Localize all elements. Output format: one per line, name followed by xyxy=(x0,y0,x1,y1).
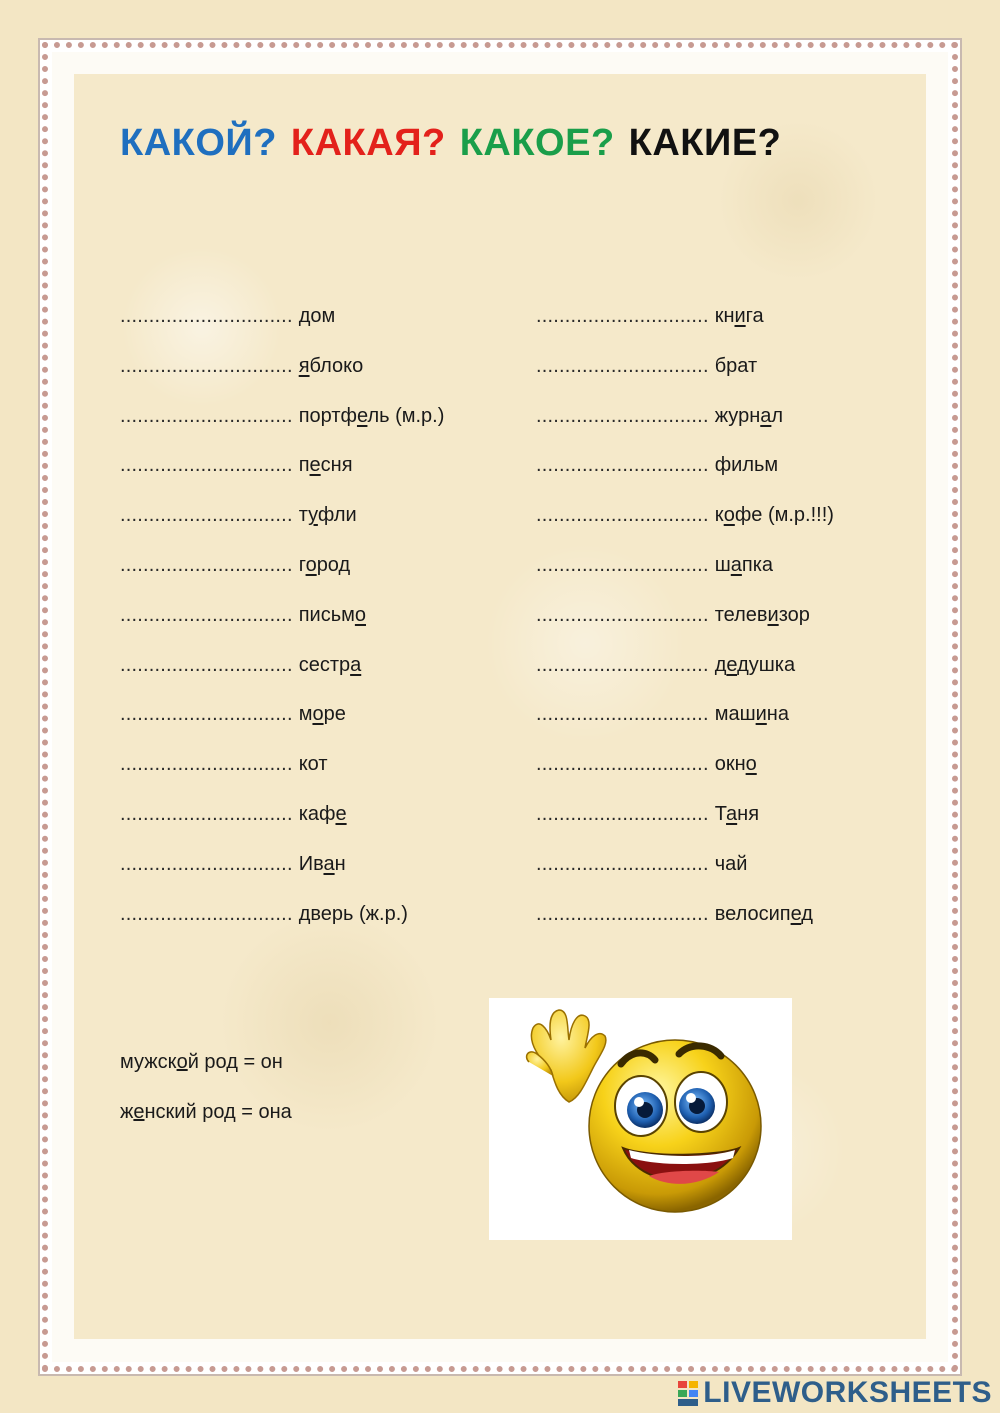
noun-part: телев xyxy=(714,603,768,626)
noun-part: портф xyxy=(298,404,357,427)
noun-part: дверь (ж.р.) xyxy=(298,902,408,925)
noun-word xyxy=(715,454,778,476)
left-word-list xyxy=(120,300,520,947)
gender-notes xyxy=(120,1046,292,1146)
noun-part: Ив xyxy=(298,852,324,875)
answer-blank[interactable]: .............................. xyxy=(536,603,709,626)
noun-part: Т xyxy=(714,802,727,825)
fill-in-row xyxy=(120,599,520,649)
answer-blank[interactable]: .............................. xyxy=(536,802,709,825)
noun-part: к xyxy=(714,504,724,527)
noun-word xyxy=(299,355,364,377)
answer-blank[interactable]: .............................. xyxy=(536,305,709,327)
stressed-vowel: о xyxy=(745,753,757,776)
liveworksheets-logo xyxy=(677,1375,992,1411)
noun-part: п xyxy=(298,454,310,477)
noun-part: ль (м.р.) xyxy=(367,404,445,427)
noun-word xyxy=(299,504,357,526)
noun-word xyxy=(715,903,813,925)
noun-part: ня xyxy=(737,802,760,825)
stressed-vowel: и xyxy=(734,305,746,327)
stressed-vowel: о xyxy=(354,603,366,626)
answer-blank[interactable]: .............................. xyxy=(536,354,709,377)
stressed-vowel: я xyxy=(298,354,310,377)
fill-in-row xyxy=(536,898,936,948)
answer-blank[interactable]: .............................. xyxy=(120,753,293,776)
answer-blank[interactable]: .............................. xyxy=(536,454,709,477)
liveworksheets-logo-icon xyxy=(677,1379,699,1407)
noun-part: г xyxy=(298,553,306,576)
noun-word xyxy=(299,853,346,875)
noun-part: н xyxy=(334,852,346,875)
fill-in-row xyxy=(536,350,936,400)
gender-note xyxy=(120,1096,292,1146)
fill-in-row xyxy=(536,798,936,848)
fill-in-row xyxy=(120,350,520,400)
fill-in-row xyxy=(536,300,936,350)
noun-part: брат xyxy=(714,354,758,377)
stressed-vowel: у xyxy=(308,504,318,527)
noun-part: га xyxy=(745,305,764,327)
answer-blank[interactable]: .............................. xyxy=(536,703,709,726)
fill-in-row xyxy=(536,848,936,898)
fill-in-row xyxy=(120,549,520,599)
answer-blank[interactable]: .............................. xyxy=(120,703,293,726)
stressed-vowel: а xyxy=(350,653,362,676)
noun-part: каф xyxy=(298,802,336,825)
noun-part: фе (м.р.!!!) xyxy=(734,504,834,527)
answer-blank[interactable]: .............................. xyxy=(120,802,293,825)
noun-part: маш xyxy=(714,703,756,726)
answer-blank[interactable]: .............................. xyxy=(120,603,293,626)
answer-blank[interactable]: .............................. xyxy=(120,504,293,527)
smiley-picture xyxy=(489,998,792,1240)
fill-in-row xyxy=(120,449,520,499)
stressed-vowel: а xyxy=(760,404,772,427)
noun-part: л xyxy=(771,404,784,427)
noun-part: д xyxy=(714,653,727,676)
stressed-vowel: е xyxy=(356,404,368,427)
noun-word xyxy=(715,654,795,676)
answer-blank[interactable]: .............................. xyxy=(120,404,293,427)
note-part: й род = он xyxy=(187,1051,283,1073)
stressed-vowel: и xyxy=(767,603,779,626)
noun-word xyxy=(299,703,346,725)
fill-in-row xyxy=(536,649,936,699)
fill-in-row xyxy=(120,649,520,699)
answer-blank[interactable]: .............................. xyxy=(536,902,709,925)
fill-in-row xyxy=(120,499,520,549)
noun-part: чай xyxy=(714,852,748,875)
noun-part: д xyxy=(801,902,813,925)
note-part: нский род = она xyxy=(144,1101,292,1123)
fill-in-row xyxy=(536,499,936,549)
noun-part: т xyxy=(298,504,309,527)
noun-part: окн xyxy=(714,753,746,776)
noun-word xyxy=(299,654,362,676)
answer-blank[interactable]: .............................. xyxy=(536,653,709,676)
noun-part: велосип xyxy=(714,902,791,925)
noun-part: фли xyxy=(317,504,357,527)
fill-in-row xyxy=(120,300,520,350)
noun-part: сня xyxy=(320,454,353,477)
noun-part: ш xyxy=(714,553,731,576)
answer-blank[interactable]: .............................. xyxy=(120,454,293,477)
answer-blank[interactable]: .............................. xyxy=(120,553,293,576)
stressed-vowel: о xyxy=(305,553,317,576)
stressed-vowel: о xyxy=(723,504,735,527)
answer-blank[interactable]: .............................. xyxy=(120,305,293,327)
stressed-vowel: е xyxy=(133,1101,145,1123)
fill-in-row xyxy=(536,549,936,599)
noun-word xyxy=(299,554,350,576)
noun-part: кот xyxy=(298,753,328,776)
noun-part: блоко xyxy=(309,354,364,377)
title-question-4: КАКИЕ? xyxy=(628,122,782,164)
noun-part: на xyxy=(766,703,789,726)
noun-part: сестр xyxy=(298,653,351,676)
fill-in-row xyxy=(120,898,520,948)
note-part: ж xyxy=(120,1101,134,1123)
title-question-2: КАКАЯ? xyxy=(290,122,446,164)
answer-blank[interactable]: .............................. xyxy=(120,902,293,925)
noun-part: ре xyxy=(323,703,346,726)
waving-smiley-icon xyxy=(489,998,792,1240)
fill-in-row xyxy=(536,698,936,748)
noun-word xyxy=(715,753,757,775)
fill-in-row xyxy=(536,599,936,649)
noun-word xyxy=(715,504,834,526)
answer-blank[interactable]: .............................. xyxy=(536,753,709,776)
answer-blank[interactable]: .............................. xyxy=(120,852,293,875)
waving-hand xyxy=(527,1010,606,1102)
noun-part: журн xyxy=(714,404,761,427)
answer-blank[interactable]: .............................. xyxy=(120,354,293,377)
stressed-vowel: о xyxy=(312,703,324,726)
noun-word xyxy=(715,803,759,825)
answer-blank[interactable]: .............................. xyxy=(120,653,293,676)
right-word-list xyxy=(536,300,936,947)
fill-in-row xyxy=(120,848,520,898)
fill-in-row xyxy=(536,400,936,450)
noun-word xyxy=(715,405,783,427)
fill-in-row xyxy=(120,698,520,748)
answer-blank[interactable]: .............................. xyxy=(536,852,709,875)
noun-part: род xyxy=(316,553,351,576)
stressed-vowel: е xyxy=(726,653,738,676)
fill-in-row xyxy=(120,400,520,450)
stressed-vowel: е xyxy=(335,802,347,825)
fill-in-row xyxy=(536,748,936,798)
noun-word xyxy=(715,305,764,327)
noun-part: кн xyxy=(714,305,735,327)
gender-note xyxy=(120,1046,292,1096)
noun-word xyxy=(715,703,789,725)
noun-part: дом xyxy=(298,305,336,327)
noun-word xyxy=(299,903,408,925)
note-part: мужск xyxy=(120,1051,177,1073)
answer-blank[interactable]: .............................. xyxy=(536,404,709,427)
stressed-vowel: е xyxy=(790,902,802,925)
stressed-vowel: е xyxy=(309,454,321,477)
liveworksheets-logo-text: LIVEWORKSHEETS xyxy=(703,1376,992,1409)
noun-word xyxy=(299,753,328,775)
noun-word xyxy=(715,853,748,875)
noun-part: м xyxy=(298,703,313,726)
noun-word xyxy=(299,604,366,626)
stressed-vowel: а xyxy=(726,802,738,825)
fill-in-row xyxy=(120,798,520,848)
noun-word xyxy=(715,554,773,576)
noun-part: фильм xyxy=(714,454,779,477)
stressed-vowel: о xyxy=(176,1051,188,1073)
noun-word xyxy=(715,355,757,377)
noun-word xyxy=(299,305,336,327)
title-question-1: КАКОЙ? xyxy=(120,122,277,164)
answer-blank[interactable]: .............................. xyxy=(536,504,709,527)
noun-word xyxy=(715,604,810,626)
worksheet-title xyxy=(120,122,795,165)
stressed-vowel: и xyxy=(755,703,767,726)
stressed-vowel: а xyxy=(323,852,335,875)
answer-blank[interactable]: .............................. xyxy=(536,553,709,576)
noun-part: душка xyxy=(737,653,796,676)
noun-part: письм xyxy=(298,603,355,626)
fill-in-row xyxy=(120,748,520,798)
stressed-vowel: а xyxy=(730,553,742,576)
noun-part: зор xyxy=(778,603,810,626)
fill-in-row xyxy=(536,449,936,499)
noun-part: пка xyxy=(741,553,774,576)
noun-word xyxy=(299,405,445,427)
noun-word xyxy=(299,454,353,476)
title-question-3: КАКОЕ? xyxy=(459,122,615,164)
noun-word xyxy=(299,803,347,825)
